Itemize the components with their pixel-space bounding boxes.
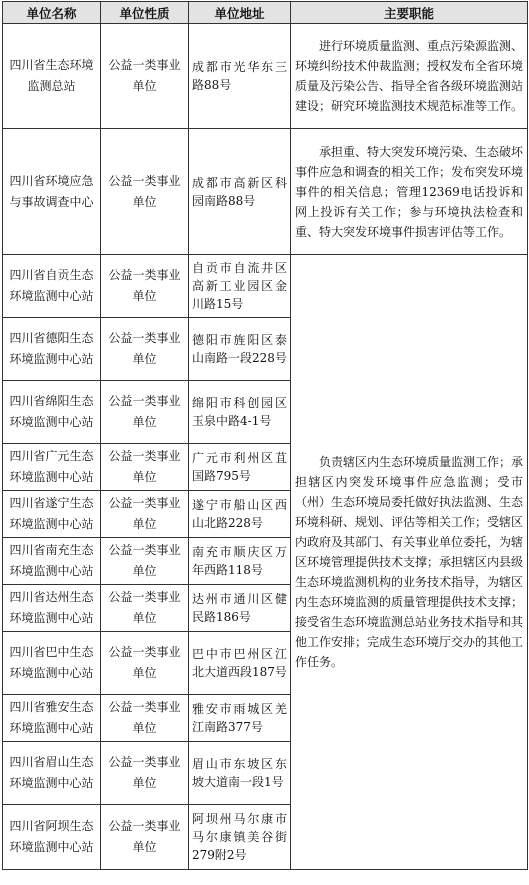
unit-address: 阿坝州马尔康市马尔康镇美谷街279附2号 — [189, 805, 291, 870]
unit-duty-text: 进行环境质量监测、重点污染源监测、环境纠纷技术仲裁监测；授权发布全省环境质量及污染公告、指导全省各级环境监测站建设；研究环境监测技术规范标准等工作。 — [295, 39, 524, 113]
shared-duty — [291, 255, 528, 870]
unit-nature: 公益一类事业单位 — [101, 318, 189, 381]
table-row — [3, 24, 528, 129]
unit-address: 雅安市雨城区羌江南路377号 — [189, 695, 291, 742]
table-row — [3, 129, 528, 255]
unit-name: 四川省绵阳生态环境监测中心站 — [3, 381, 101, 444]
header-unit-nature: 单位性质 — [101, 2, 189, 24]
table-row — [3, 255, 528, 318]
unit-nature: 公益一类事业单位 — [101, 24, 189, 129]
unit-nature: 公益一类事业单位 — [101, 742, 189, 805]
institution-table — [2, 1, 528, 870]
unit-duty — [291, 24, 528, 129]
unit-nature: 公益一类事业单位 — [101, 585, 189, 632]
unit-address: 眉山市东坡区东坡大道南一段1号 — [189, 742, 291, 805]
unit-address: 达州市通川区健民路186号 — [189, 585, 291, 632]
unit-address: 德阳市旌阳区泰山南路一段228号 — [189, 318, 291, 381]
unit-address: 巴中市巴州区江北大道西段187号 — [189, 632, 291, 695]
shared-duty-text: 负责辖区内生态环境质量监测工作；承担辖区内突发环境事件应急监测；受市（州）生态环境局委托做好执法监测、生态环境科研、规划、评估等相关工作；受辖区内政府及其部门、有关事业单位委托，为辖区环境管理提供技术支撑；承担辖区内县级生态环境监测机构的业务技术指导，为辖区内生态环境监测的质量管理提供技术支撑；接受省生态环境监测总站业务技术指导和其他工作安排；完成生态环境厅交办的其他工作任务。 — [295, 455, 524, 669]
unit-nature: 公益一类事业单位 — [101, 805, 189, 870]
unit-address: 成都市高新区科园南路88号 — [189, 129, 291, 255]
unit-nature: 公益一类事业单位 — [101, 632, 189, 695]
unit-duty-text: 承担重、特大突发环境污染、生态破坏事件应急和调查的相关工作；发布突发环境事件的相关信息；管理12369电话投诉和网上投诉有关工作；参与环境执法检查和重、特大突发环境事件损害评估等工作。 — [295, 144, 524, 239]
unit-name: 四川省阿坝生态环境监测中心站 — [3, 805, 101, 870]
header-main-duties: 主要职能 — [291, 2, 528, 24]
unit-name: 四川省达州生态环境监测中心站 — [3, 585, 101, 632]
header-unit-address: 单位地址 — [189, 2, 291, 24]
unit-name: 四川省自贡生态环境监测中心站 — [3, 255, 101, 318]
header-unit-name: 单位名称 — [3, 2, 101, 24]
unit-nature: 公益一类事业单位 — [101, 538, 189, 585]
unit-address: 绵阳市科创园区玉泉中路4-1号 — [189, 381, 291, 444]
unit-address: 广元市利州区苴国路795号 — [189, 444, 291, 491]
unit-name: 四川省眉山生态环境监测中心站 — [3, 742, 101, 805]
unit-name: 四川省环境应急与事故调查中心 — [3, 129, 101, 255]
unit-name: 四川省雅安生态环境监测中心站 — [3, 695, 101, 742]
table-header-row — [3, 2, 528, 24]
unit-nature: 公益一类事业单位 — [101, 695, 189, 742]
unit-nature: 公益一类事业单位 — [101, 129, 189, 255]
unit-address: 自贡市自流井区高新工业园区金川路15号 — [189, 255, 291, 318]
unit-name: 四川省生态环境监测总站 — [3, 24, 101, 129]
unit-nature: 公益一类事业单位 — [101, 381, 189, 444]
unit-duty — [291, 129, 528, 255]
unit-name: 四川省巴中生态环境监测中心站 — [3, 632, 101, 695]
unit-nature: 公益一类事业单位 — [101, 444, 189, 491]
unit-name: 四川省遂宁生态环境监测中心站 — [3, 491, 101, 538]
unit-name: 四川省南充生态环境监测中心站 — [3, 538, 101, 585]
unit-nature: 公益一类事业单位 — [101, 491, 189, 538]
unit-name: 四川省德阳生态环境监测中心站 — [3, 318, 101, 381]
unit-address: 遂宁市船山区西山北路228号 — [189, 491, 291, 538]
unit-address: 南充市顺庆区万年西路118号 — [189, 538, 291, 585]
unit-address: 成都市光华东三路88号 — [189, 24, 291, 129]
unit-nature: 公益一类事业单位 — [101, 255, 189, 318]
unit-name: 四川省广元生态环境监测中心站 — [3, 444, 101, 491]
